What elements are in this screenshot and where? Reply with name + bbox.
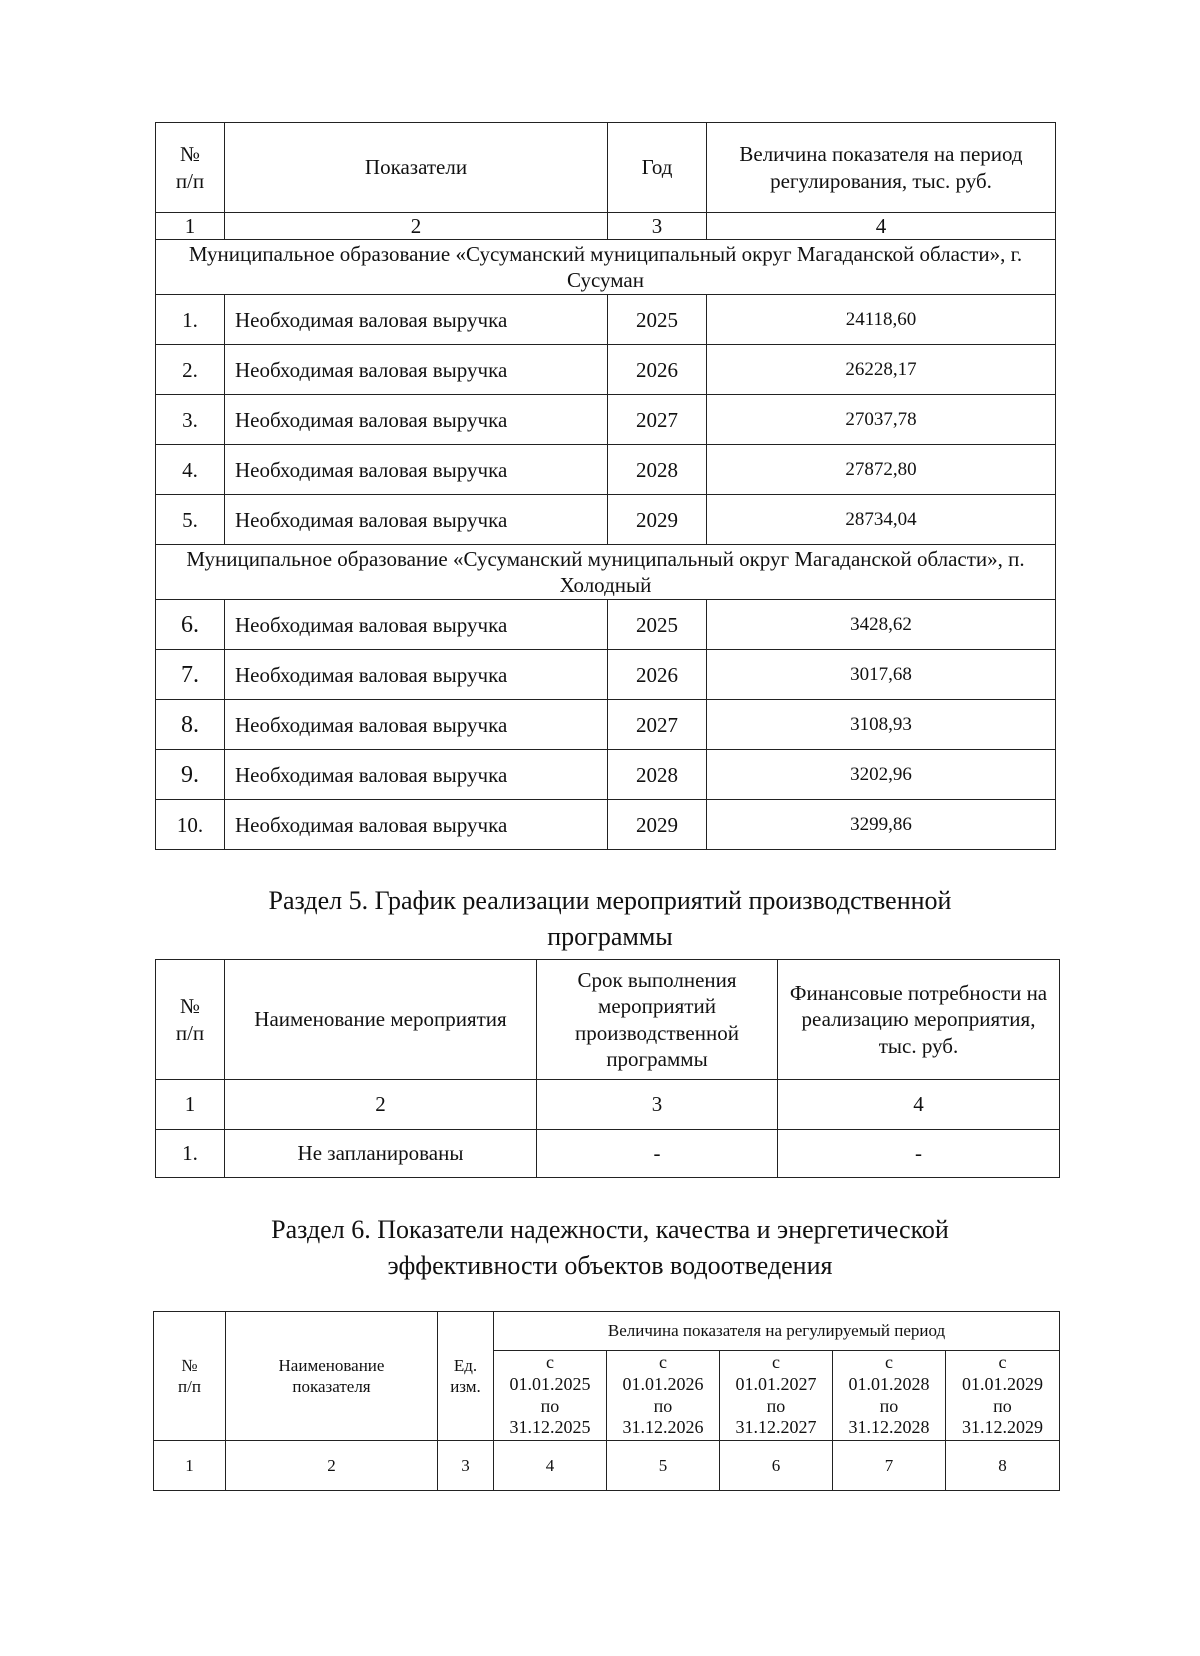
row-name: Необходимая валовая выручка bbox=[225, 445, 608, 495]
header-indicators: Показатели bbox=[225, 123, 608, 213]
row-name: Необходимая валовая выручка bbox=[225, 495, 608, 545]
header-period: с 01.01.2028 по 31.12.2028 bbox=[833, 1351, 946, 1441]
row-num: 6. bbox=[156, 600, 225, 650]
section5-title-text: Раздел 5. График реализации мероприятий производственной программы bbox=[268, 886, 952, 951]
row-name: Необходимая валовая выручка bbox=[225, 295, 608, 345]
row-value: 3299,86 bbox=[707, 800, 1056, 850]
header-num: № п/п bbox=[156, 960, 225, 1080]
header-term: Срок выполнения мероприятий производственной программы bbox=[537, 960, 778, 1080]
header-period: с 01.01.2025 по 31.12.2025 bbox=[494, 1351, 607, 1441]
row-value: 27872,80 bbox=[707, 445, 1056, 495]
row-num: 10. bbox=[156, 800, 225, 850]
row-num: 7. bbox=[156, 650, 225, 700]
table-row bbox=[156, 750, 1056, 800]
row-num: 2. bbox=[156, 345, 225, 395]
table-row bbox=[156, 495, 1056, 545]
col-number: 3 bbox=[438, 1441, 494, 1491]
row-value: 3202,96 bbox=[707, 750, 1056, 800]
header-period: с 01.01.2029 по 31.12.2029 bbox=[946, 1351, 1060, 1441]
row-year: 2028 bbox=[608, 445, 707, 495]
row-year: 2029 bbox=[608, 495, 707, 545]
col-number: 6 bbox=[720, 1441, 833, 1491]
col-number: 3 bbox=[608, 213, 707, 240]
column-number-row bbox=[156, 1080, 1060, 1130]
table-row bbox=[156, 445, 1056, 495]
header-measure-name: Наименование мероприятия bbox=[225, 960, 537, 1080]
row-finance: - bbox=[778, 1130, 1060, 1178]
row-name: Необходимая валовая выручка bbox=[225, 800, 608, 850]
header-num: № п/п bbox=[156, 123, 225, 213]
reliability-table bbox=[153, 1311, 1060, 1491]
column-number-row bbox=[156, 213, 1056, 240]
header-period: с 01.01.2027 по 31.12.2027 bbox=[720, 1351, 833, 1441]
table-row bbox=[156, 345, 1056, 395]
table-row bbox=[156, 600, 1056, 650]
row-num: 1. bbox=[156, 1130, 225, 1178]
col-number: 2 bbox=[225, 1080, 537, 1130]
row-value: 24118,60 bbox=[707, 295, 1056, 345]
row-name: Необходимая валовая выручка bbox=[225, 750, 608, 800]
row-year: 2029 bbox=[608, 800, 707, 850]
header-period-group: Величина показателя на регулируемый период bbox=[494, 1312, 1060, 1351]
table-row bbox=[156, 800, 1056, 850]
row-name: Необходимая валовая выручка bbox=[225, 600, 608, 650]
table-row bbox=[156, 650, 1056, 700]
measures-table bbox=[155, 959, 1060, 1178]
header-value: Величина показателя на период регулирования, тыс. руб. bbox=[707, 123, 1056, 213]
header-num: № п/п bbox=[154, 1312, 226, 1441]
col-number: 1 bbox=[156, 1080, 225, 1130]
row-year: 2027 bbox=[608, 700, 707, 750]
section5-title bbox=[0, 883, 1200, 955]
row-value: 3428,62 bbox=[707, 600, 1056, 650]
row-value: 26228,17 bbox=[707, 345, 1056, 395]
revenue-table bbox=[155, 122, 1056, 850]
row-num: 1. bbox=[156, 295, 225, 345]
row-num: 9. bbox=[156, 750, 225, 800]
col-number: 1 bbox=[156, 213, 225, 240]
col-number: 4 bbox=[707, 213, 1056, 240]
column-number-row bbox=[154, 1441, 1060, 1491]
table-header-row bbox=[156, 123, 1056, 213]
row-year: 2025 bbox=[608, 295, 707, 345]
group-title: Муниципальное образование «Сусуманский муниципальный округ Магаданской области», г. Сусуман bbox=[156, 240, 1056, 295]
table-row bbox=[156, 1130, 1060, 1178]
col-number: 5 bbox=[607, 1441, 720, 1491]
table-row bbox=[156, 295, 1056, 345]
row-year: 2026 bbox=[608, 650, 707, 700]
row-num: 3. bbox=[156, 395, 225, 445]
row-value: 3108,93 bbox=[707, 700, 1056, 750]
row-name: Необходимая валовая выручка bbox=[225, 395, 608, 445]
group-title-row bbox=[156, 240, 1056, 295]
row-name: Необходимая валовая выручка bbox=[225, 650, 608, 700]
row-num: 4. bbox=[156, 445, 225, 495]
table-header-row bbox=[154, 1312, 1060, 1351]
header-finance: Финансовые потребности на реализацию мероприятия, тыс. руб. bbox=[778, 960, 1060, 1080]
row-name: Не запланированы bbox=[225, 1130, 537, 1178]
table-row bbox=[156, 395, 1056, 445]
row-num: 5. bbox=[156, 495, 225, 545]
row-year: 2027 bbox=[608, 395, 707, 445]
row-value: 3017,68 bbox=[707, 650, 1056, 700]
row-year: 2028 bbox=[608, 750, 707, 800]
header-year: Год bbox=[608, 123, 707, 213]
col-number: 2 bbox=[225, 213, 608, 240]
section6-title-text: Раздел 6. Показатели надежности, качества и энергетической эффективности объектов водоотведения bbox=[271, 1215, 949, 1280]
col-number: 2 bbox=[226, 1441, 438, 1491]
header-unit: Ед. изм. bbox=[438, 1312, 494, 1441]
row-value: 28734,04 bbox=[707, 495, 1056, 545]
col-number: 7 bbox=[833, 1441, 946, 1491]
section6-title bbox=[0, 1212, 1200, 1284]
table-header-row bbox=[156, 960, 1060, 1080]
header-indicator-name: Наименование показателя bbox=[226, 1312, 438, 1441]
col-number: 3 bbox=[537, 1080, 778, 1130]
col-number: 8 bbox=[946, 1441, 1060, 1491]
row-term: - bbox=[537, 1130, 778, 1178]
row-value: 27037,78 bbox=[707, 395, 1056, 445]
row-year: 2025 bbox=[608, 600, 707, 650]
row-name: Необходимая валовая выручка bbox=[225, 345, 608, 395]
row-year: 2026 bbox=[608, 345, 707, 395]
header-period: с 01.01.2026 по 31.12.2026 bbox=[607, 1351, 720, 1441]
row-num: 8. bbox=[156, 700, 225, 750]
group-title: Муниципальное образование «Сусуманский муниципальный округ Магаданской области», п. Холодный bbox=[156, 545, 1056, 600]
table-row bbox=[156, 700, 1056, 750]
group-title-row bbox=[156, 545, 1056, 600]
col-number: 4 bbox=[494, 1441, 607, 1491]
col-number: 4 bbox=[778, 1080, 1060, 1130]
col-number: 1 bbox=[154, 1441, 226, 1491]
row-name: Необходимая валовая выручка bbox=[225, 700, 608, 750]
